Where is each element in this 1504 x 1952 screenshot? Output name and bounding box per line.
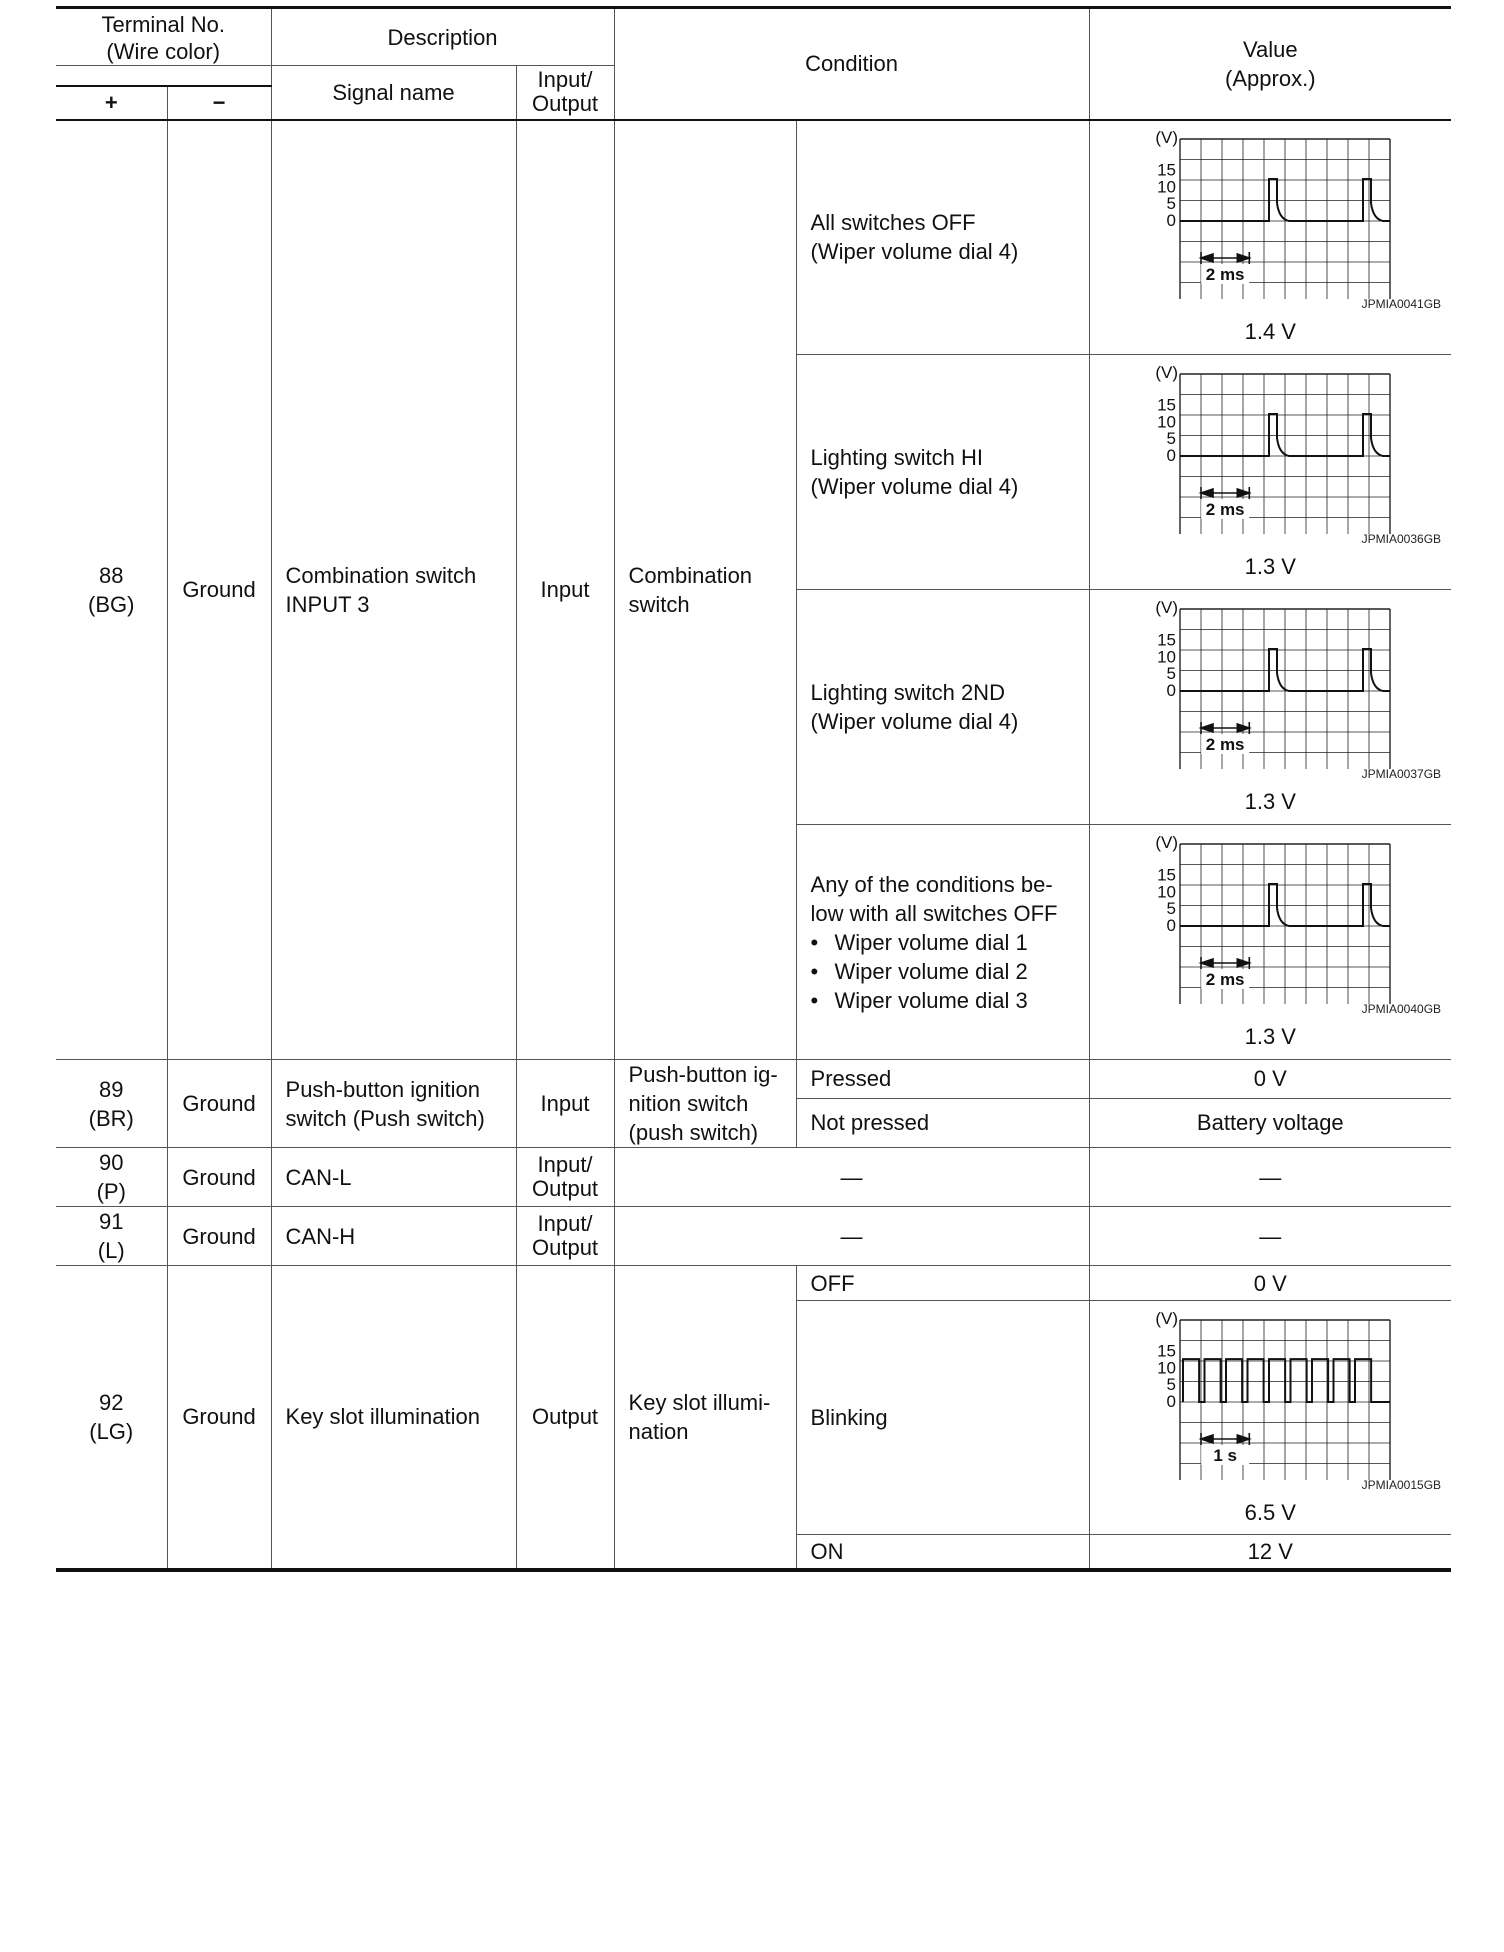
figure-id: JPMIA0015GB <box>1361 1477 1442 1492</box>
signal-91: CAN-H <box>271 1207 516 1266</box>
y-tick-label: 5 <box>1166 1374 1177 1394</box>
condition-89-pressed: Pressed <box>796 1060 1089 1099</box>
time-scale-label: 1 s <box>1213 1445 1238 1465</box>
y-tick-label: 5 <box>1166 664 1177 684</box>
y-tick-label: 15 <box>1157 1341 1177 1361</box>
y-tick-label: 15 <box>1157 395 1177 415</box>
oscilloscope-graph <box>1145 599 1395 769</box>
y-unit-label: (V) <box>1155 129 1179 148</box>
time-scale-label: 2 ms <box>1206 735 1245 754</box>
list-item: • Wiper volume dial 1 <box>811 928 1075 957</box>
io-90: Input/ Output <box>516 1148 614 1207</box>
oscilloscope-waveform-88-3 <box>1100 599 1442 769</box>
value-text: 6.5 V <box>1244 1499 1296 1525</box>
value-90: — <box>1089 1148 1451 1207</box>
value-header: Value (Approx.) <box>1089 8 1451 120</box>
y-tick-label: 15 <box>1157 630 1177 650</box>
condition-header: Condition <box>614 8 1089 120</box>
io-92: Output <box>516 1266 614 1570</box>
condition-88-2: Lighting switch HI (Wiper volume dial 4) <box>796 355 1089 590</box>
condition-92-on: ON <box>796 1535 1089 1570</box>
terminal-90: 90 (P) <box>56 1148 167 1207</box>
signal-88: Combination switch INPUT 3 <box>271 120 516 1060</box>
condition-88-1: All switches OFF (Wiper volume dial 4) <box>796 120 1089 355</box>
value-text: 1.3 V <box>1244 789 1296 814</box>
y-tick-label: 15 <box>1157 160 1177 180</box>
terminal-spec-table <box>56 6 1451 1572</box>
figure-id: JPMIA0036GB <box>1361 532 1442 546</box>
io-header: Input/ Output <box>516 66 614 120</box>
list-item: • Wiper volume dial 2 <box>811 957 1075 986</box>
value-88-1 <box>1089 120 1451 355</box>
condition-main-89: Push-button ig- nition switch (push switch) <box>614 1060 796 1148</box>
y-tick-label: 10 <box>1157 177 1177 197</box>
value-92-blinking <box>1089 1301 1451 1535</box>
terminal-88: 88 (BG) <box>56 120 167 1060</box>
oscilloscope-waveform-92 <box>1100 1310 1442 1480</box>
time-scale-label: 2 ms <box>1206 500 1245 519</box>
ground-91: Ground <box>167 1207 271 1266</box>
oscilloscope-waveform-88-2 <box>1100 364 1442 534</box>
value-text: 1.3 V <box>1244 554 1296 579</box>
y-tick-label: 10 <box>1157 1357 1177 1377</box>
condition-92-off: OFF <box>796 1266 1089 1301</box>
signal-name-header: Signal name <box>271 66 516 120</box>
value-88-3 <box>1089 590 1451 825</box>
ground-88: Ground <box>167 120 271 1060</box>
terminal-91: 91 (L) <box>56 1207 167 1266</box>
condition-88-4: Any of the conditions be- low with all switches OFF • Wiper volume dial 1 • Wiper volume dial 2 • Wiper volume dial 3 <box>796 825 1089 1060</box>
y-tick-label: 10 <box>1157 647 1177 667</box>
value-92-on: 12 V <box>1089 1535 1451 1570</box>
io-88: Input <box>516 120 614 1060</box>
condition-main-88: Combination switch <box>614 120 796 1060</box>
wiper-dial-list <box>811 928 1075 1015</box>
y-tick-label: 0 <box>1166 446 1177 465</box>
condition-90: — <box>614 1148 1089 1207</box>
waveform-trace <box>1183 1359 1390 1402</box>
y-unit-label: (V) <box>1155 1309 1179 1328</box>
oscilloscope-graph <box>1145 129 1395 299</box>
y-tick-label: 0 <box>1166 916 1177 935</box>
y-unit-label: (V) <box>1155 364 1179 382</box>
value-92-off: 0 V <box>1089 1266 1451 1301</box>
condition-92-blinking: Blinking <box>796 1301 1089 1535</box>
io-91: Input/ Output <box>516 1207 614 1266</box>
value-89-not-pressed: Battery voltage <box>1089 1098 1451 1148</box>
y-tick-label: 5 <box>1166 899 1177 919</box>
time-scale-label: 2 ms <box>1206 970 1245 989</box>
plus-header: + <box>56 86 167 120</box>
condition-main-92: Key slot illumi- nation <box>614 1266 796 1570</box>
description-header: Description <box>271 8 614 66</box>
value-88-2 <box>1089 355 1451 590</box>
list-item: • Wiper volume dial 3 <box>811 986 1075 1015</box>
signal-92: Key slot illumination <box>271 1266 516 1570</box>
y-tick-label: 0 <box>1166 681 1177 700</box>
ground-89: Ground <box>167 1060 271 1148</box>
terminal-no-header: Terminal No. (Wire color) <box>56 8 271 66</box>
condition-88-3: Lighting switch 2ND (Wiper volume dial 4) <box>796 590 1089 825</box>
figure-id: JPMIA0041GB <box>1361 297 1442 312</box>
condition-91: — <box>614 1207 1089 1266</box>
condition-89-not-pressed: Not pressed <box>796 1098 1089 1148</box>
oscilloscope-waveform-88-4 <box>1100 834 1442 1004</box>
oscilloscope-graph <box>1145 364 1395 534</box>
y-tick-label: 0 <box>1166 211 1177 231</box>
terminal-89: 89 (BR) <box>56 1060 167 1148</box>
time-scale-label: 2 ms <box>1206 265 1245 285</box>
oscilloscope-graph <box>1145 1310 1395 1480</box>
value-text: 1.3 V <box>1244 1024 1296 1049</box>
y-tick-label: 15 <box>1157 865 1177 885</box>
value-88-4 <box>1089 825 1451 1060</box>
signal-89: Push-button ignition switch (Push switch) <box>271 1060 516 1148</box>
figure-id: JPMIA0037GB <box>1361 767 1442 781</box>
ground-92: Ground <box>167 1266 271 1570</box>
io-89: Input <box>516 1060 614 1148</box>
y-tick-label: 5 <box>1166 429 1177 449</box>
terminal-wire-spacer <box>56 66 271 86</box>
y-tick-label: 10 <box>1157 882 1177 902</box>
value-91: — <box>1089 1207 1451 1266</box>
ground-90: Ground <box>167 1148 271 1207</box>
y-unit-label: (V) <box>1155 599 1179 617</box>
y-unit-label: (V) <box>1155 834 1179 852</box>
oscilloscope-waveform-88-1 <box>1100 129 1442 299</box>
value-89-pressed: 0 V <box>1089 1060 1451 1099</box>
value-text: 1.4 V <box>1244 319 1296 345</box>
y-tick-label: 0 <box>1166 1391 1177 1411</box>
minus-header: − <box>167 86 271 120</box>
y-tick-label: 10 <box>1157 412 1177 432</box>
terminal-92: 92 (LG) <box>56 1266 167 1570</box>
y-tick-label: 5 <box>1166 194 1177 214</box>
figure-id: JPMIA0040GB <box>1361 1002 1442 1016</box>
oscilloscope-graph <box>1145 834 1395 1004</box>
signal-90: CAN-L <box>271 1148 516 1207</box>
